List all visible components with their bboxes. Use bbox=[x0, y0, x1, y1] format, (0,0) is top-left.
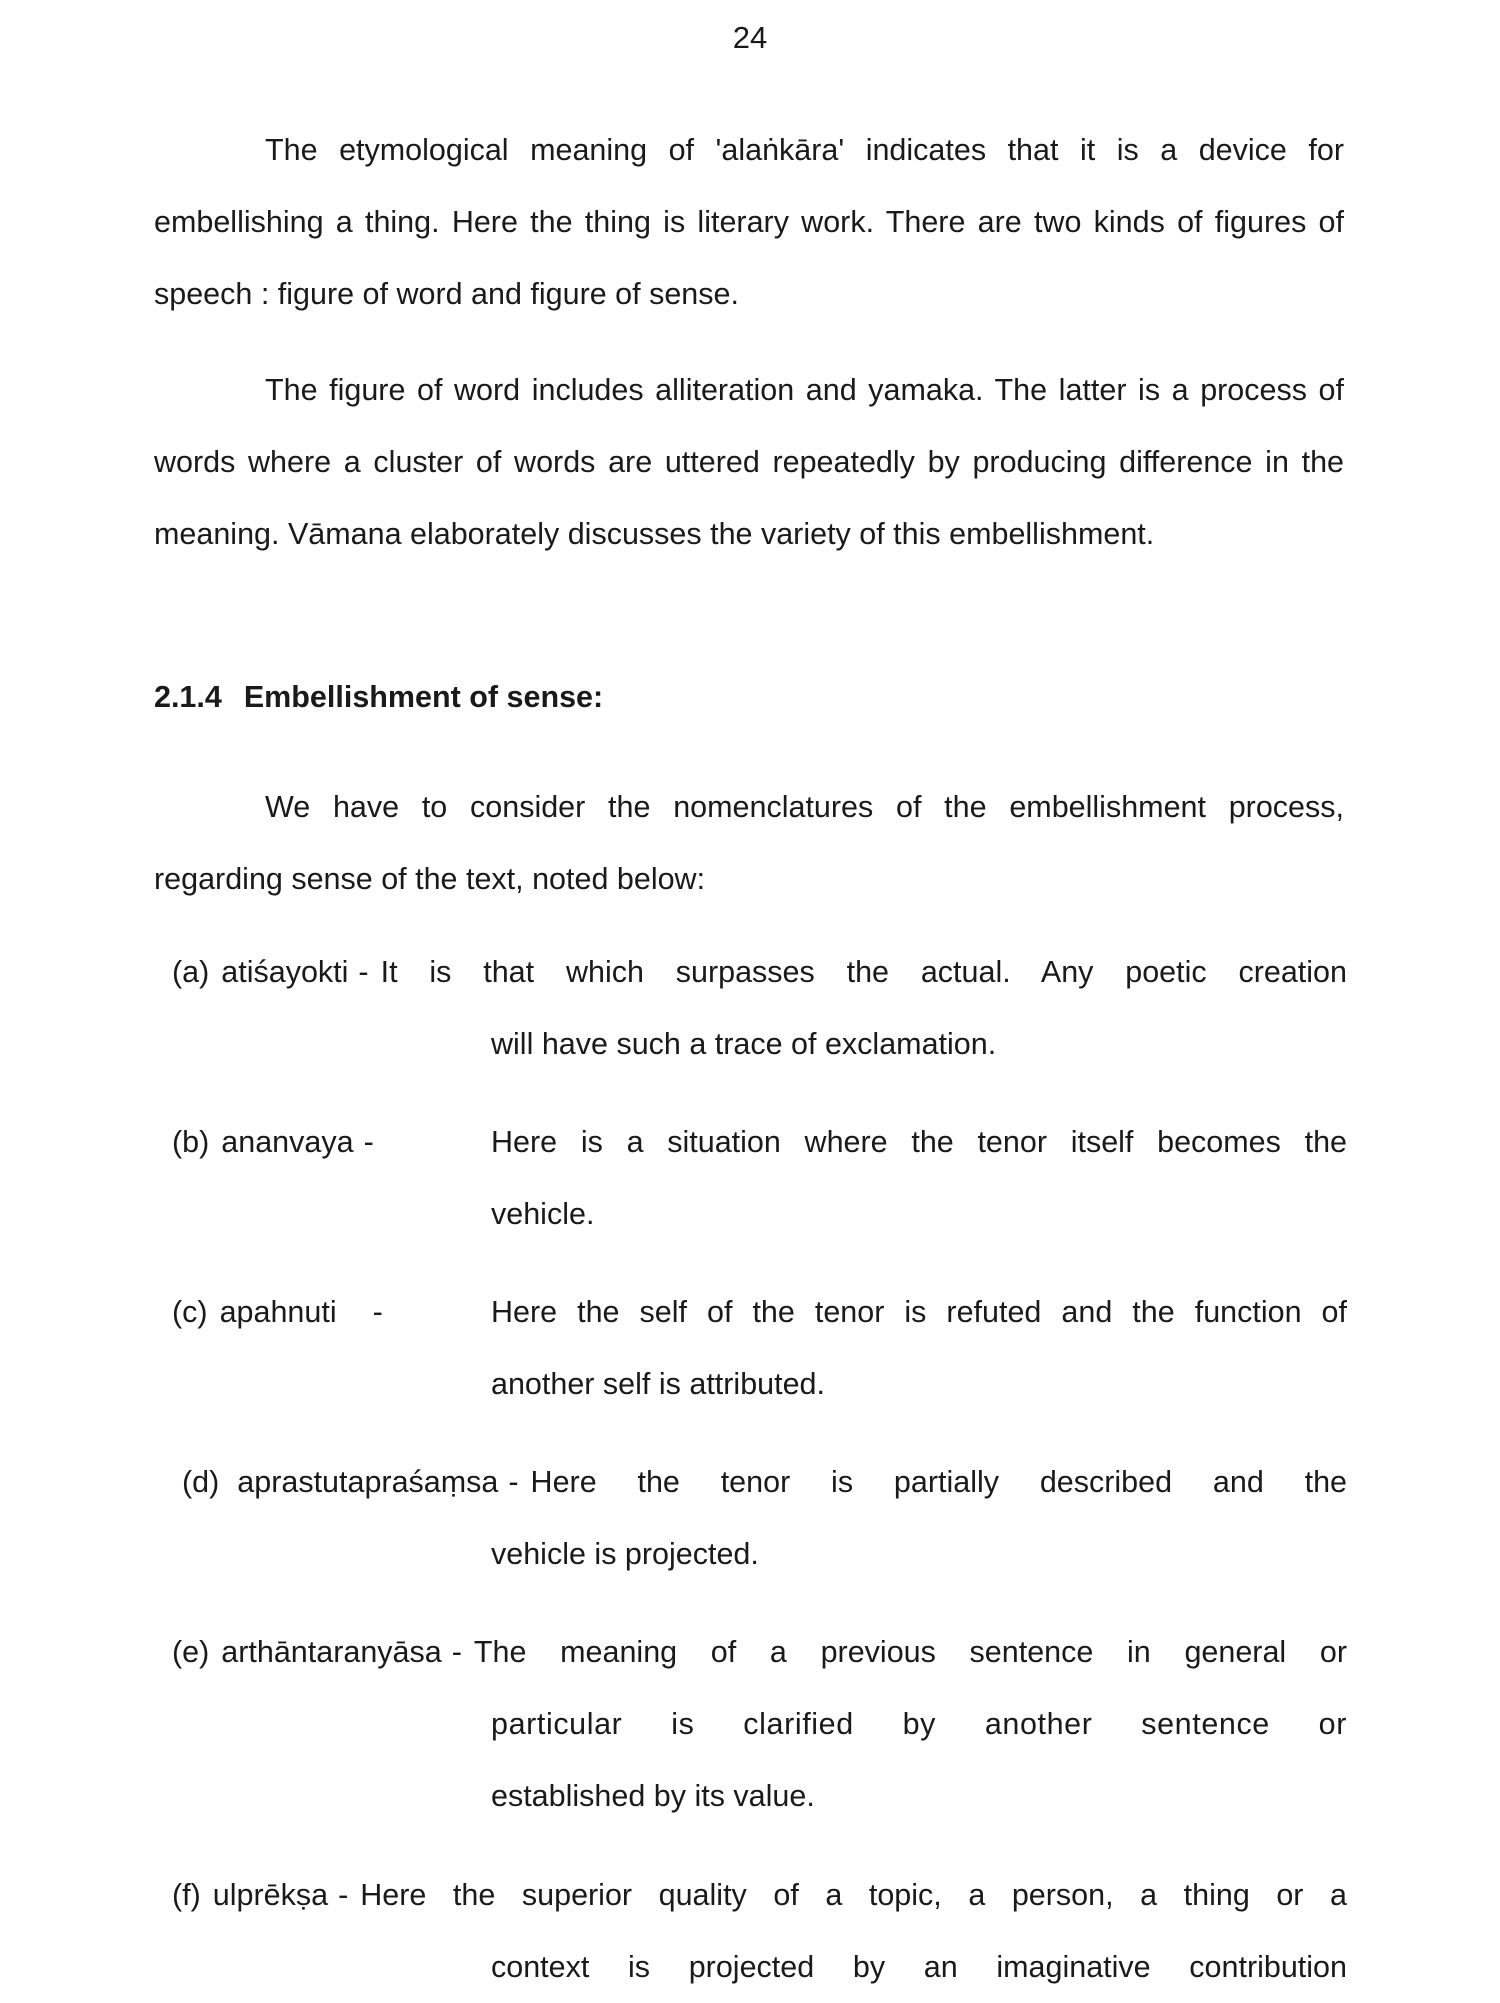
definition-text-continuation: another self is attributed. bbox=[491, 1367, 825, 1401]
definition-term: ananvaya bbox=[221, 1125, 354, 1159]
definition-item-aprastutaprasamsa bbox=[182, 1446, 1347, 1590]
definition-text-continuation: vehicle is projected. bbox=[491, 1537, 759, 1571]
definition-dash: - bbox=[363, 1125, 374, 1159]
definition-text-first-line: Here is a situation where the tenor itself becomes the bbox=[491, 1125, 1347, 1159]
definition-text-continuation: context is projected by an imaginative contribution bbox=[491, 1950, 1347, 1984]
definition-term: arthāntaranyāsa bbox=[221, 1635, 442, 1669]
definition-letter: (b) bbox=[172, 1125, 210, 1159]
section-number: 2.1.4 bbox=[154, 680, 222, 714]
definition-item-atisayokti bbox=[172, 936, 1347, 1080]
definition-dash: - bbox=[358, 955, 369, 989]
definition-dash: - bbox=[508, 1465, 519, 1499]
page-number: 24 bbox=[732, 20, 768, 55]
definition-term: ulprēkṣa bbox=[212, 1878, 329, 1912]
section-title: Embellishment of sense: bbox=[243, 680, 604, 714]
definition-dash: - bbox=[372, 1295, 383, 1329]
definition-letter: (c) bbox=[172, 1295, 208, 1329]
definition-item-arthantaranyasa bbox=[172, 1616, 1347, 1832]
paragraph-figure-of-word: The figure of word includes alliteration and yamaka. The latter is a process of words where a cluster of words are uttered repeatedly by producing difference in the meaning. Vāmana elaborately discusses the variety of this embellishment. bbox=[154, 373, 1344, 551]
definition-item-ananvaya bbox=[172, 1106, 1347, 1250]
definition-text-first-line: Here the self of the tenor is refuted and the function of bbox=[491, 1295, 1347, 1329]
definition-letter: (f) bbox=[172, 1878, 201, 1912]
paragraph-alankara-etymology: The etymological meaning of 'alaṅkāra' indicates that it is a device for embellishing a thing. Here the thing is literary work. There are two kinds of figures of speech : figure of word and figure of sense. bbox=[154, 133, 1344, 311]
definition-dash: - bbox=[338, 1878, 349, 1912]
definition-text-first-line: The meaning of a previous sentence in general or bbox=[473, 1635, 1347, 1669]
definition-text-first-line: Here the tenor is partially described and the bbox=[530, 1465, 1347, 1499]
section-heading bbox=[154, 680, 603, 715]
definition-dash: - bbox=[451, 1635, 462, 1669]
definition-letter: (e) bbox=[172, 1635, 210, 1669]
definition-letter: (d) bbox=[182, 1465, 220, 1499]
paragraph-nomenclatures-intro: We have to consider the nomenclatures of the embellishment process, regarding sense of the text, noted below: bbox=[154, 790, 1344, 896]
definition-item-utpreksa bbox=[172, 1859, 1347, 2003]
definition-letter: (a) bbox=[172, 955, 210, 989]
definition-text-continuation: established by its value. bbox=[491, 1779, 815, 1813]
definition-term: atiśayokti bbox=[221, 955, 349, 989]
definition-text-first-line: Here the superior quality of a topic, a person, a thing or a bbox=[360, 1878, 1347, 1912]
definition-term: aprastutapraśaṃsa bbox=[237, 1465, 499, 1499]
definition-item-apahnuti bbox=[172, 1276, 1347, 1420]
definition-text-first-line: It is that which surpasses the actual. Any poetic creation bbox=[380, 955, 1347, 989]
definition-text-continuation: particular is clarified by another sentence or bbox=[491, 1707, 1347, 1741]
definition-term: apahnuti bbox=[219, 1295, 337, 1329]
definition-text-continuation: vehicle. bbox=[491, 1197, 595, 1231]
definition-text-continuation: will have such a trace of exclamation. bbox=[491, 1027, 997, 1061]
